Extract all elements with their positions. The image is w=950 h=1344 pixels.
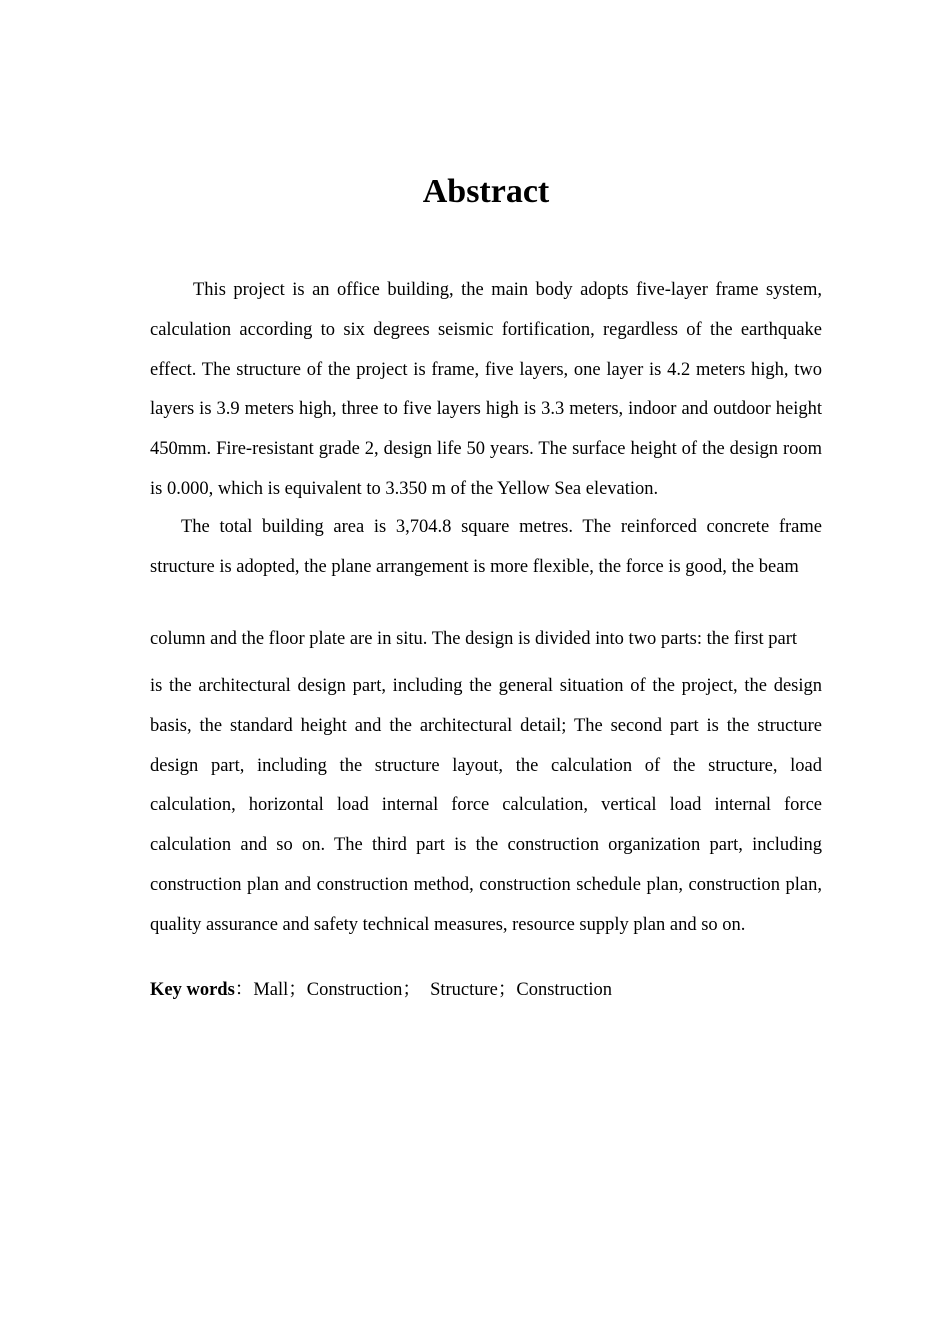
abstract-paragraph-1: This project is an office building, the main body adopts five-layer frame system, calculation according to six degrees seismic fortification, regardless of the earthquake effect. The structure of the project is frame, five layers, one layer is 4.2 meters high, two layers is 3.9 meters high, three to five layers high is 3.3 meters, indoor and outdoor height 450mm. Fire-resistant grade 2, design life 50 years. The surface height of the design room is 0.000, which is equivalent to 3.350 m of the Yellow Sea elevation. bbox=[150, 280, 822, 499]
abstract-paragraph-2-part-1: The total building area is 3,704.8 square metres. The reinforced concrete frame structure is adopted, the plane arrangement is more flexible, the force is good, the beam bbox=[150, 517, 822, 577]
abstract-paragraph-2-part-2: column and the floor plate are in situ. The design is divided into two parts: the first part bbox=[150, 629, 798, 649]
keywords-list: Mall；Construction； Structure；Construction bbox=[253, 980, 612, 1000]
page-title: Abstract bbox=[422, 173, 550, 210]
abstract-paragraph-2-part-3: is the architectural design part, including the general situation of the project, the design basis, the standard height and the architectural detail; The second part is the structure design part, including the structure layout, the calculation of the structure, load calculation, horizontal load internal force calculation, vertical load internal force calculation and so on. The third part is the construction organization part, including construction plan and construction method, construction schedule plan, construction plan, quality assurance and safety technical measures, resource supply plan and so on. bbox=[150, 676, 822, 935]
keywords-separator: ： bbox=[234, 980, 254, 1000]
keywords-label: Key words bbox=[150, 980, 235, 1000]
keywords-line bbox=[150, 970, 822, 1010]
